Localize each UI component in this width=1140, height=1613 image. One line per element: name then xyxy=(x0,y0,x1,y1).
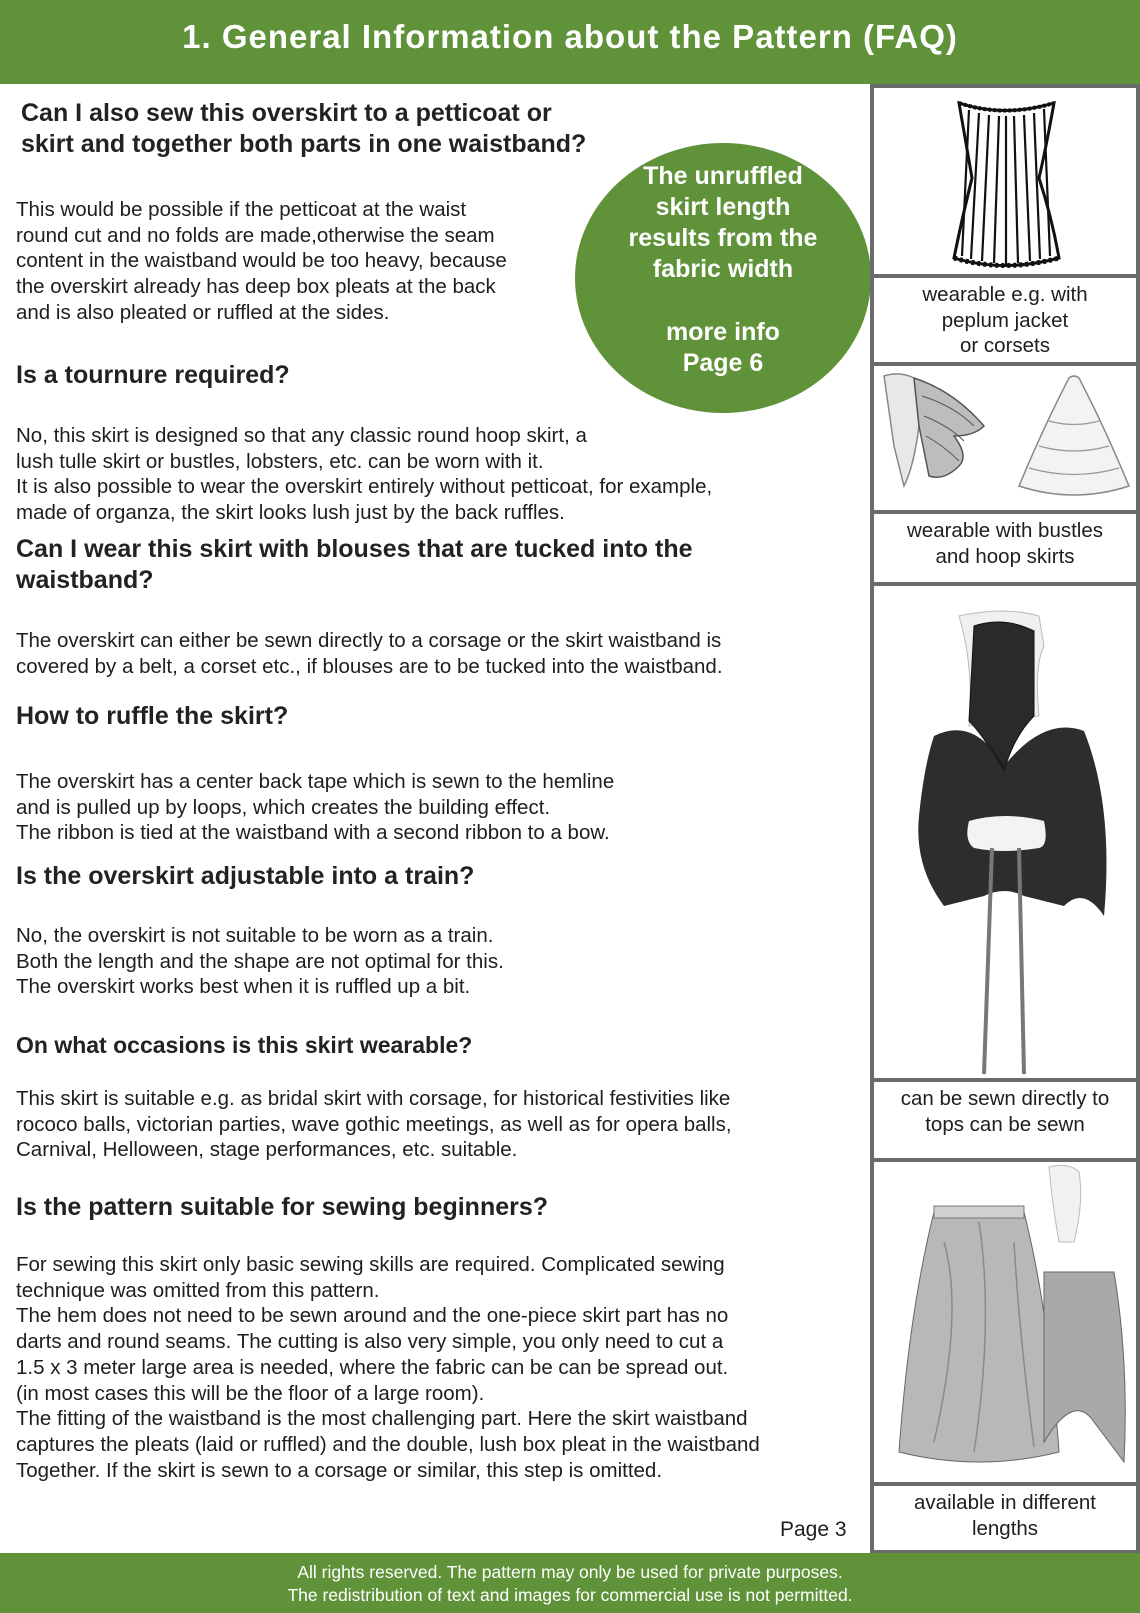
caption-line: peplum jacket xyxy=(941,308,1069,332)
info-badge-line: The unruffled xyxy=(643,162,803,190)
page-number: Page 3 xyxy=(780,1518,847,1541)
faq-answer-7 xyxy=(16,1252,760,1483)
caption-line: available in different xyxy=(914,1491,1096,1514)
page-title: 1. General Information about the Pattern (FAQ) xyxy=(182,18,958,55)
faq-answer-1 xyxy=(16,197,507,326)
info-badge xyxy=(575,143,871,413)
faq-answer-line: darts and round seams. The cutting is also very simple, you only need to cut a xyxy=(16,1330,724,1354)
faq-answer-line: The hem does not need to be sewn around and the one-piece skirt part has no xyxy=(16,1304,729,1328)
polka-skirt-icon xyxy=(874,1162,1136,1482)
faq-question-2-line: Is a tournure required? xyxy=(16,361,290,389)
faq-answer-line: rococo balls, victorian parties, wave gothic meetings, as well as for opera balls, xyxy=(16,1112,732,1136)
faq-question-1 xyxy=(21,98,586,160)
faq-answer-line: This skirt is suitable e.g. as bridal skirt with corsage, for historical festivities like xyxy=(16,1087,731,1110)
corset-icon xyxy=(874,88,1136,274)
info-badge-line: skirt length xyxy=(655,193,791,221)
faq-answer-line: and is also pleated or ruffled at the sides. xyxy=(16,300,390,324)
faq-answer-line: (in most cases this will be the floor of a large room). xyxy=(16,1381,485,1405)
faq-answer-line: the overskirt already has deep box pleats at the back xyxy=(16,275,496,299)
caption-line: tops can be sewn xyxy=(925,1112,1085,1136)
faq-question-4 xyxy=(16,701,288,732)
info-badge-line: results from the xyxy=(628,224,818,252)
caption-1 xyxy=(874,278,1136,362)
faq-answer-line: Together. If the skirt is sewn to a corsage or similar, this step is omitted. xyxy=(16,1458,663,1482)
footer xyxy=(0,1553,1140,1613)
faq-answer-4 xyxy=(16,769,614,846)
caption-line: can be sewn directly to xyxy=(900,1087,1110,1110)
faq-question-7-line: Is the pattern suitable for sewing beginners? xyxy=(16,1193,549,1221)
caption-line: wearable e.g. with xyxy=(922,283,1088,306)
faq-answer-line: covered by a belt, a corset etc., if blouses are to be tucked into the waistband. xyxy=(16,654,723,678)
dressform-overskirt-icon xyxy=(874,586,1136,1078)
faq-answer-line: round cut and no folds are made,otherwise the seam xyxy=(16,223,495,247)
caption-3 xyxy=(874,1082,1136,1158)
faq-question-1-line: Can I also sew this overskirt to a petticoat or xyxy=(21,99,552,127)
bustle-and-hoop-skirt-photo xyxy=(874,366,1136,510)
caption-line: and hoop skirts xyxy=(935,544,1075,568)
page-header xyxy=(0,0,1140,84)
faq-answer-line: technique was omitted from this pattern. xyxy=(16,1278,380,1302)
faq-answer-2 xyxy=(16,423,712,526)
faq-answer-line: 1.5 x 3 meter large area is needed, where the fabric can be can be spread out. xyxy=(16,1355,729,1379)
faq-question-6-line: On what occasions is this skirt wearable? xyxy=(16,1032,473,1058)
faq-answer-line: made of organza, the skirt looks lush just by the back ruffles. xyxy=(16,501,565,525)
caption-line: wearable with bustles xyxy=(907,519,1103,542)
faq-answer-line: The overskirt works best when it is ruffled up a bit. xyxy=(16,975,471,999)
faq-question-5-line: Is the overskirt adjustable into a train? xyxy=(16,862,475,890)
faq-question-7 xyxy=(16,1192,548,1223)
faq-answer-line: The ribbon is tied at the waistband with a second ribbon to a bow. xyxy=(16,821,610,845)
footer-line: The redistribution of text and images for commercial use is not permitted. xyxy=(287,1585,853,1605)
caption-2 xyxy=(874,514,1136,582)
faq-answer-line: It is also possible to wear the overskirt entirely without petticoat, for example, xyxy=(16,475,713,499)
faq-answer-line: This would be possible if the petticoat at the waist xyxy=(16,198,467,221)
faq-question-3-line: waistband? xyxy=(16,566,154,594)
caption-line: lengths xyxy=(971,1516,1039,1540)
faq-answer-line: No, the overskirt is not suitable to be worn as a train. xyxy=(16,924,494,947)
info-badge-more xyxy=(575,317,871,379)
faq-question-3-line: Can I wear this skirt with blouses that are tucked into the xyxy=(16,535,693,563)
caption-4 xyxy=(874,1486,1136,1550)
faq-question-4-line: How to ruffle the skirt? xyxy=(16,702,289,730)
faq-answer-line: No, this skirt is designed so that any classic round hoop skirt, a xyxy=(16,424,587,447)
faq-answer-line: Carnival, Helloween, stage performances, etc. suitable. xyxy=(16,1138,518,1162)
faq-question-6 xyxy=(16,1030,472,1061)
corset-illustration xyxy=(874,88,1136,274)
footer-line: All rights reserved. The pattern may only be used for private purposes. xyxy=(297,1562,843,1582)
black-overskirt-on-dressform-photo xyxy=(874,586,1136,1078)
faq-answer-line: content in the waistband would be too heavy, because xyxy=(16,249,507,273)
faq-answer-line: The overskirt can either be sewn directly to a corsage or the skirt waistband is xyxy=(16,629,722,652)
faq-answer-line: The overskirt has a center back tape which is sewn to the hemline xyxy=(16,770,615,793)
grey-polka-dot-skirt-photo xyxy=(874,1162,1136,1482)
info-badge-line: Page 6 xyxy=(682,349,764,377)
info-badge-line: fabric width xyxy=(652,255,794,283)
faq-answer-5 xyxy=(16,923,504,1000)
faq-answer-line: lush tulle skirt or bustles, lobsters, etc. can be worn with it. xyxy=(16,449,544,473)
info-badge-text xyxy=(575,161,871,285)
bustle-hoop-icon xyxy=(874,366,1136,510)
faq-question-2 xyxy=(16,360,290,391)
faq-question-5 xyxy=(16,861,474,892)
faq-answer-line: Both the length and the shape are not optimal for this. xyxy=(16,949,504,973)
caption-line: or corsets xyxy=(960,334,1050,357)
faq-answer-line: captures the pleats (laid or ruffled) and the double, lush box pleat in the waistband xyxy=(16,1432,760,1456)
faq-answer-line: For sewing this skirt only basic sewing skills are required. Complicated sewing xyxy=(16,1253,725,1276)
faq-question-3 xyxy=(16,534,693,596)
faq-answer-6 xyxy=(16,1086,732,1163)
faq-answer-line: The fitting of the waistband is the most challenging part. Here the skirt waistband xyxy=(16,1407,748,1431)
faq-answer-line: and is pulled up by loops, which creates the building effect. xyxy=(16,795,551,819)
faq-question-1-line: skirt and together both parts in one waistband? xyxy=(21,130,587,158)
faq-answer-3 xyxy=(16,628,723,679)
info-badge-line: more info xyxy=(666,318,780,346)
